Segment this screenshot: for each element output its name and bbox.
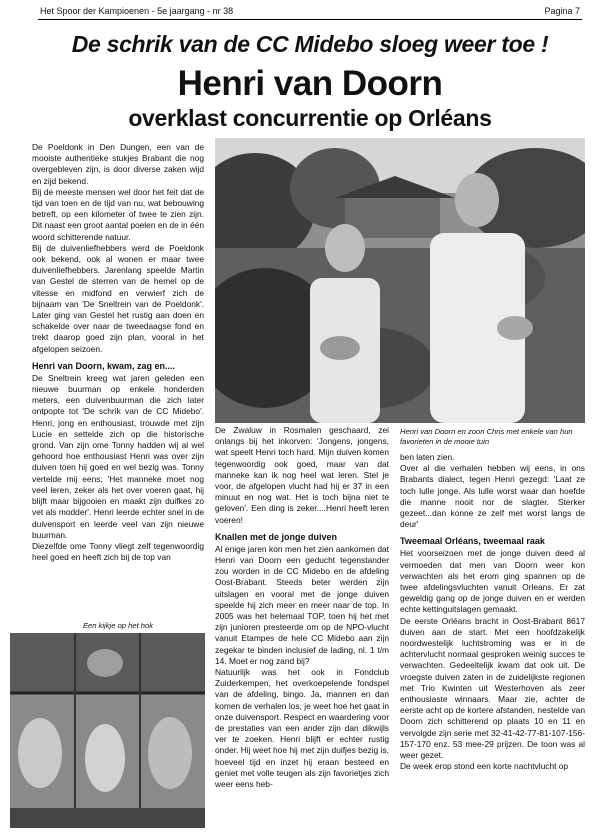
col2-paragraph-3: Natuurlijk was het ook in Fondclub Zuiderkempen, het overkoepelende fondspel van de afdeling, bingo. Ja, mannen en dan komen de verhalen los, je weet hoe het gaat in onze duivensport. Respect en waardering voor de prestaties van een ander zijn dan dikwijls ver te zoeken. Henri blijft er echter rustig onder. Hij weet hoe hij met zijn duifjes bezig is, hoeveel tijd en inzet hij eraan besteed en geniet met volle teugen als zijn favorietjes zich weer eens heb- <box>215 667 389 790</box>
loft-photo <box>10 633 205 828</box>
col3-paragraph-4: De eerste Orléans bracht in Oost-Brabant 8617 duiven aan de start. Met een hoofdzakelijk noordwestelijk luchtstroming was er in de achtervlucht normaal gesproken weinig succes te verwachten. Gedeeltelijk kwam dat ook uit. De vroegste duiven zaten in de zuidelijkste regionen met Trio Kwinten uit Westerhoven als zeer enthousiaste winnaars. Maar zie, achter de eerste acht op de kortere afstanden, nestelde van Doorn zich schitterend op plaats 10 en 11 en vervolgde zijn serie met 32-41-42-77-81-107-156-157-170 enz. 53 mee-29 prijzen. De toon was al weer gezet. <box>400 615 585 761</box>
col1-subheading: Henri van Doorn, kwam, zag en.... <box>32 360 176 371</box>
col1-paragraph-4: De Sneltrein kreeg wat jaren geleden een nieuwe buurman op enkele honderden meters, een duivenbuurman die zich later ontpopte tot 'De schrik van de CC Midebo'. Henri, jong en enthousiast, trouwde met zijn Lucie en settelde zich op die historische grond. Van zijn ome Tonny hadden wij al wel gehoord hoe enthousiast Henri was over zijn duiven toen hij goed en wel bezig was. Tonny vertelde mij eens; 'Het manneke moet nog veel leren, zeker als het over voeren gaat, hij blijft maar bijgooien en maakt zijn duifkes zo vet als modder'. Henri leerde echter snel in de duivensport en leerde veel van zijn nieuwe buurman. <box>32 372 204 540</box>
col1-paragraph-5: Diezelfde ome Tonny vliegt zelf tegenwoordig heel goed en heeft zich bij de top van <box>32 540 204 563</box>
headline-kicker: De schrik van de CC Midebo sloeg weer toe ! <box>71 31 549 57</box>
col3-paragraph-5: De week erop stond een korte nachtvlucht op <box>400 761 569 772</box>
main-photo-caption: Henri van Doorn en zoon Chris met enkele van hun favorieten in de mooie tuin <box>400 427 573 446</box>
column-2 <box>215 425 389 790</box>
col2-subheading: Knallen met de jonge duiven <box>215 531 338 542</box>
header-rule <box>38 19 582 20</box>
col3-paragraph-3: Het voorseizoen met de jonge duiven deed al vermoeden dat men van Doorn weer kon verwachten als het erom ging spannen op de twee afdelingsvluchten vanuit Orleans. Er zat geweldig gang op de jonge duiven en er werden echte kettinguitslagen gemaakt. <box>400 548 585 615</box>
col1-paragraph-2: Bij de meeste mensen wel door het feit dat de tijd van toen en de tijd van nu, wat bebouwing betreft, op een kilometer of twee te zien zijn. Dit naast een groot aantal poelen en de in één woord schitterende natuur. <box>32 186 204 242</box>
running-title: Het Spoor der Kampioenen - 5e jaargang - nr 38 <box>40 6 234 16</box>
column-3 <box>400 452 585 772</box>
headline-deck: overklast concurrentie op Orléans <box>128 105 492 131</box>
col1-paragraph-3: Bij de duivenliefhebbers werd de Poeldonk ook bekend, ook al wonen er maar twee duivenliefhebbers. Jarenlang speelde Martin van Gestel de sterren van de hemel op de vitesse en midfond en verwierf zich de bijnaam van 'De Sneltrein van de Poeldonk'. Later ging van Gestel het rustig aan doen en schakelde over naar de tweedaagse fond en trekt daarop goed zijn plan, vooral in het afgelopen seizoen. <box>32 242 204 354</box>
column-1 <box>32 142 204 563</box>
col3-paragraph-2: Over al die verhalen hebben wij eens, in ons Brabants dialect, tegen Henri gezegd: 'Laat ze toch lulle jonge. Als lulle worst waar dan hoefde die manne nooit nor de slagter. Sterker gezeet...dan konne ze zelf met worst langs de deur' <box>400 463 585 530</box>
loft-photo-caption: Een kijkje op het hok <box>82 621 154 630</box>
col2-paragraph-1: De Zwaluw in Rosmalen geschaard, zei onlangs bij het inkorven: 'Jongens, jongens, wat speelt Henri toch hard. Mijn duiven komen tegenwoordig ook goed, maar van dat manneke kan ik nog heel wat leren. Stel je voor, de afgelopen vlucht had hij er 37 in een minuut en nog wat. Het is toch bijna niet te geloven'. Een ding is zeker....Henri heeft leren voeren! <box>215 425 389 525</box>
col2-paragraph-2: Al enige jaren kon men het zien aankomen dat Henri van Doorn een geducht tegenstander zou worden in de CC Midebo en de afdeling Oost-Brabant. Steeds beter werden zijn uitslagen en vooral met de jonge duiven speelde hij zich meer en meer naar de top. In 2005 was het helemaal TOP, toen hij het met zijn junioren presteerde om op de NPO-vlucht vanuit Etampes de hele CC Midebo aan zijn zegekar te binden inclusief de lading, nl. 1 t/m 14. Moet er nog zand bij? <box>215 543 389 666</box>
col1-paragraph-1: De Poeldonk in Den Dungen, een van de mooiste authentieke stukjes Brabant die nog overgebleven zijn, is door diverse zaken wijd en zijd bekend. <box>32 142 204 186</box>
main-photo-image <box>215 138 585 423</box>
col3-paragraph-1: ben laten zien. <box>400 452 455 462</box>
headline-name: Henri van Doorn <box>177 64 443 103</box>
loft-photo-image <box>10 633 205 828</box>
col3-subheading: Tweemaal Orléans, tweemaal raak <box>400 536 545 547</box>
main-photo <box>215 138 585 423</box>
page-number: Pagina 7 <box>544 6 580 16</box>
